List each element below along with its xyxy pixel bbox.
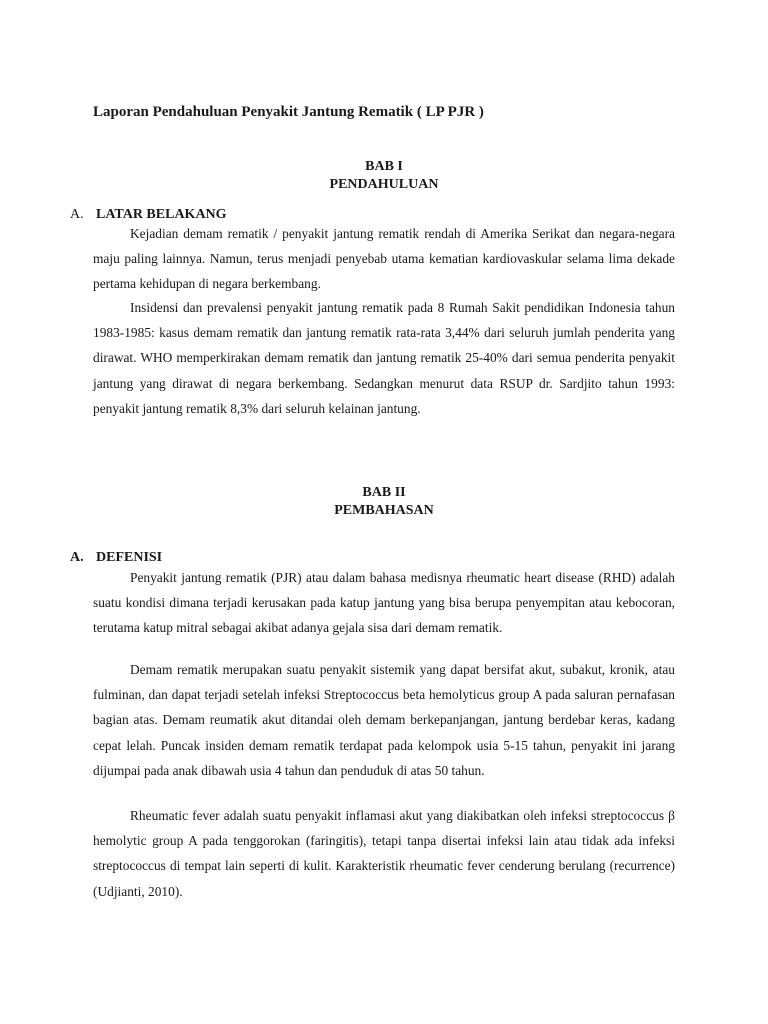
chapter-2-heading [0,484,768,520]
chapter-1-label: BAB I [365,159,403,174]
section-defenisi-heading [70,550,162,566]
paragraph: Demam rematik merupakan suatu penyakit sistemik yang dapat bersifat akut, subakut, kronik, atau fulminan, dan dapat terjadi setelah infeksi Streptococcus beta hemolyticus group A pada saluran pernafasan bagian atas. Demam reumatik akut ditandai oleh demam berkepanjangan, jantung berdebar keras, kadang cepat lelah. Puncak insiden demam rematik terdapat pada kelompok usia 5-15 tahun, penyakit ini jarang dijumpai pada anak dibawah usia 4 tahun dan penduduk di atas 50 tahun. [93,662,675,778]
section-number: A. [70,550,84,565]
section-title: DEFENISI [96,550,163,565]
chapter-1-heading [0,158,768,194]
paragraph: Kejadian demam rematik / penyakit jantung rematik rendah di Amerika Serikat dan negara-negara maju paling lainnya. Namun, terus menjadi penyebab utama kematian kardiovaskular selama lima dekade pertama kehidupan di negara berkembang. [93,226,675,292]
chapter-1-name: PENDAHULUAN [329,177,439,192]
section-title: LATAR BELAKANG [96,207,227,222]
section-number: A. [70,207,84,222]
chapter-2-name: PEMBAHASAN [334,503,434,518]
paragraph: Penyakit jantung rematik (PJR) atau dalam bahasa medisnya rheumatic heart disease (RHD) adalah suatu kondisi dimana terjadi kerusakan pada katup jantung yang bisa berupa penyempitan atau kebocoran, terutama katup mitral sebagai akibat adanya gejala sisa dari demam rematik. [93,570,675,636]
paragraph: Insidensi dan prevalensi penyakit jantung rematik pada 8 Rumah Sakit pendidikan Indonesia tahun 1983-1985: kasus demam rematik dan jantung rematik rata-rata 3,44% dari seluruh jumlah penderita yang dirawat. WHO memperkirakan demam rematik dan jantung rematik 25-40% dari semua penderita penyakit jantung yang dirawat di negara berkembang. Sedangkan menurut data RSUP dr. Sardjito tahun 1993: penyakit jantung rematik 8,3% dari seluruh kelainan jantung. [93,300,675,416]
paragraph: Rheumatic fever adalah suatu penyakit inflamasi akut yang diakibatkan oleh infeksi streptococcus β hemolytic group A pada tenggorokan (faringitis), tetapi tanpa disertai infeksi lain atau tidak ada infeksi streptococcus di tempat lain seperti di kulit. Karakteristik rheumatic fever cenderung berulang (recurrence) (Udjianti, 2010). [93,808,675,899]
chapter-2-label: BAB II [362,485,406,500]
document-title: Laporan Pendahuluan Penyakit Jantung Rematik ( LP PJR ) [93,104,484,120]
